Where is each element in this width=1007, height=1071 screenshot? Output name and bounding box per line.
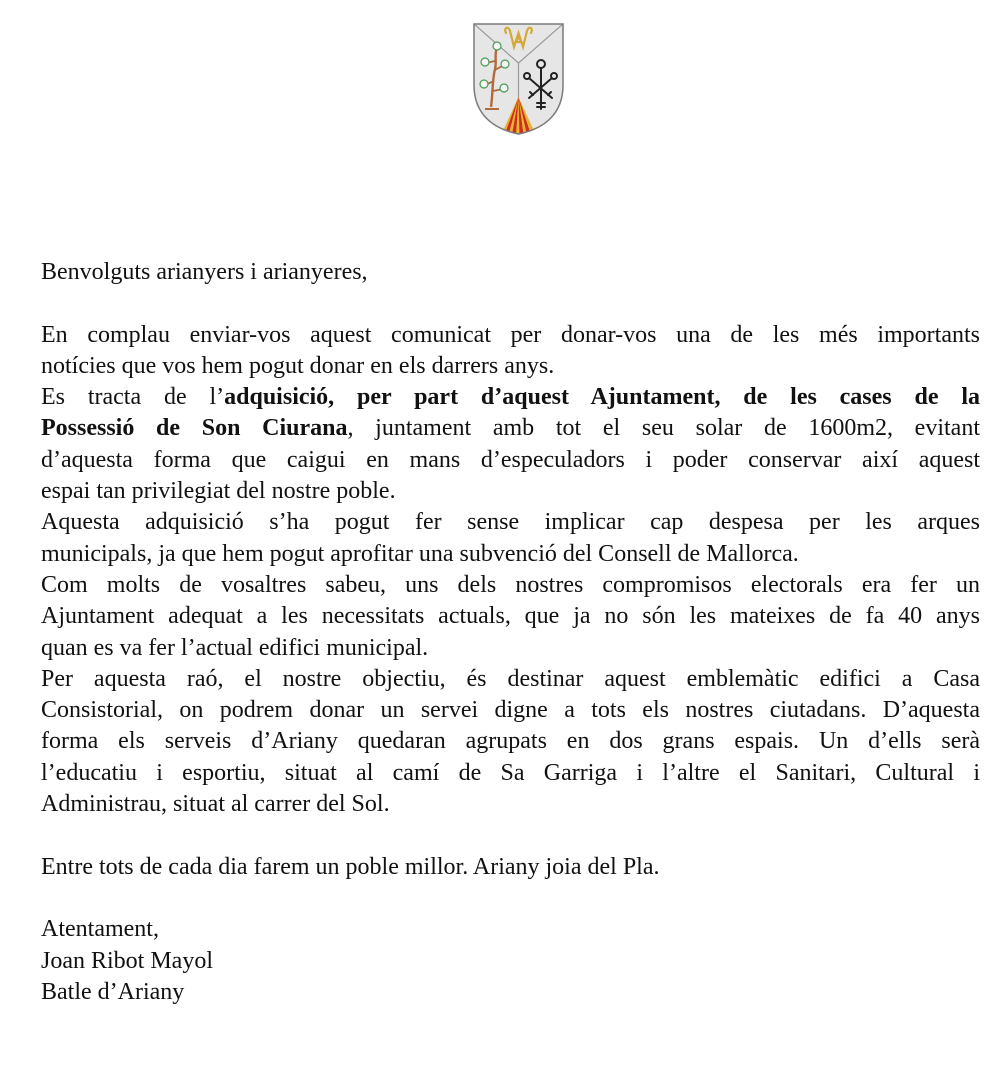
text-line: d’aquesta forma que caigui en mans d’especuladors i poder conservar així aquest	[41, 446, 980, 473]
text-line	[41, 413, 980, 444]
paragraph-acquisition	[41, 382, 980, 507]
greeting: Benvolguts arianyers i arianyeres,	[41, 259, 368, 285]
text-line: Administrau, situat al carrer del Sol.	[41, 791, 390, 818]
text-line: forma els serveis d’Ariany quedaran agrupats en dos grans espais. Un d’ells serà	[41, 728, 980, 755]
signer-name: Joan Ribot Mayol	[41, 947, 213, 974]
paragraph-intro	[41, 320, 980, 383]
text-line: municipals, ja que hem pogut aprofitar una subvenció del Consell de Mallorca.	[41, 540, 799, 567]
paragraph-objective	[41, 664, 980, 820]
text-line: quan es va fer l’actual edifici municipal.	[41, 634, 429, 661]
text-line: espai tan privilegiat del nostre poble.	[41, 478, 396, 505]
spacer	[41, 288, 980, 319]
text-line: Per aquesta raó, el nostre objectiu, és destinar aquest emblemàtic edifici a Casa	[41, 665, 980, 692]
signer-title: Batle d’Ariany	[41, 978, 185, 1005]
salutation: Atentament,	[41, 916, 159, 943]
bold-text: Possessió de Son Ciurana	[41, 415, 348, 442]
paragraph-commitments	[41, 570, 980, 664]
text-line: Com molts de vosaltres sabeu, uns dels nostres compromisos electorals era fer un	[41, 571, 980, 598]
text-line: Consistorial, on podrem donar un servei digne a tots els nostres ciutadans. D’aquesta	[41, 697, 980, 724]
signature-block	[41, 914, 980, 1008]
paragraph-funding	[41, 507, 980, 570]
bold-text: adquisició, per part d’aquest Ajuntament, de les cases de la	[224, 384, 980, 411]
spacer	[41, 820, 980, 851]
text-line: notícies que vos hem pogut donar en els darrers anys.	[41, 352, 555, 379]
text-line: Aquesta adquisició s’ha pogut fer sense implicar cap despesa per les arques	[41, 509, 980, 536]
text-line: Ajuntament adequat a les necessitats actuals, que ja no són les mateixes de fa 40 anys	[41, 603, 980, 630]
text-line: En complau enviar-vos aquest comunicat per donar-vos una de les més importants	[41, 321, 980, 348]
text-span: Es tracta de l’	[41, 384, 225, 411]
text-line: l’educatiu i esportiu, situat al camí de Sa Garriga i l’altre el Sanitari, Cultural i	[41, 759, 980, 786]
motto: Entre tots de cada dia farem un poble millor. Ariany joia del Pla.	[41, 853, 660, 880]
text-line	[41, 382, 980, 413]
coat-of-arms-icon	[473, 23, 564, 135]
spacer	[41, 883, 980, 914]
text-span: , juntament amb tot el seu solar de 1600m2, evitant	[347, 415, 980, 442]
letter-body	[41, 257, 980, 1008]
